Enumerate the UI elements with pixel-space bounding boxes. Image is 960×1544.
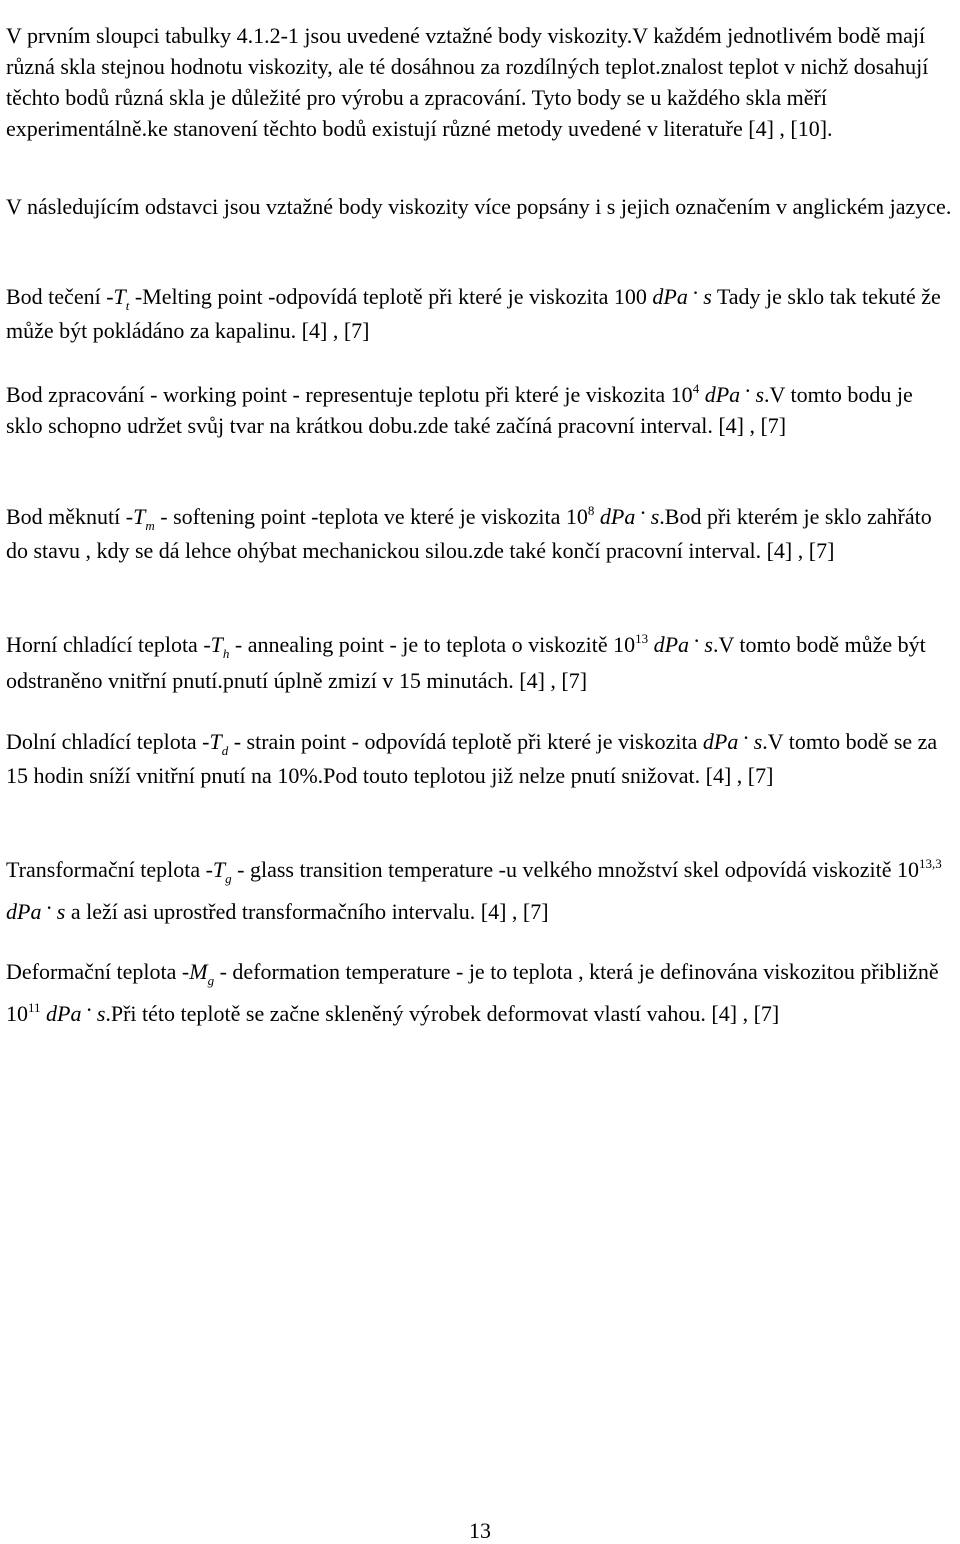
viscosity-unit: dPa · s	[6, 895, 66, 924]
symbol-td: $T_d$	[209, 729, 229, 758]
paragraph-softening-point	[6, 500, 954, 568]
text-before: Dolní chladící teplota -	[6, 729, 210, 754]
text-after: a leží asi uprostřed transformačního intervalu. [4] , [7]	[65, 899, 549, 924]
text-before: Deformační teplota -	[6, 959, 190, 984]
viscosity-unit: dPa · s	[652, 280, 712, 309]
text-before: Bod tečení -	[6, 284, 114, 309]
symbol-th: $T_h$	[210, 632, 230, 661]
text-before: Bod zpracování - working point - representuje teplotu při které je viskozita $10^4$	[6, 381, 700, 407]
text-middle: - deformation temperature - je to teplota , která je definována viskozitou přibližně $10^{11}$	[6, 959, 939, 1026]
paragraph-deformation-temperature	[6, 951, 954, 1035]
text-before: Horní chladící teplota -	[6, 632, 211, 657]
text-middle: - annealing point - je to teplota o viskozitě $10^{13}$	[229, 631, 649, 657]
paragraph-annealing-point	[6, 627, 954, 699]
text-after: .V tomto bodu je sklo schopno udržet svůj tvar na krátkou dobu.zde také začíná pracovní interval. [4] , [7]	[6, 382, 913, 438]
text-before: Transformační teplota -	[6, 857, 213, 882]
text-middle: -Melting point -odpovídá teplotě při které je viskozita 100	[129, 284, 647, 309]
viscosity-unit: dPa · s	[46, 997, 106, 1026]
paragraph-working-point	[6, 379, 954, 441]
viscosity-unit: dPa · s	[704, 378, 765, 407]
paragraph-overview: V následujícím odstavci jsou vztažné body viskozity více popsány i s jejich označením v anglickém jazyce.	[6, 194, 952, 219]
paragraph-intro: V prvním sloupci tabulky 4.1.2-1 jsou uvedené vztažné body viskozity.V každém jednotlivém bodě mají různá skla stejnou hodnotu viskozity, ale té dosáhnou za rozdílných teplot.znalost teplot v nichž dosahují těchto bodů různá skla je důležité pro výrobu a zpracování. Tyto body se u každého skla měří experimentálně.ke stanovení těchto bodů existují různé metody uvedené v literatuře [4] , [10].	[6, 23, 929, 141]
text-after: .V tomto bodě může být odstraněno vnitřní pnutí.pnutí úplně zmizí v 15 minutách. [4] , [7]	[6, 632, 926, 693]
text-middle: - softening point -teplota ve které je viskozita $10^8$	[154, 503, 595, 529]
text-middle: - strain point - odpovídá teplotě při které je viskozita	[228, 729, 703, 754]
page-number: 13	[469, 1518, 491, 1543]
symbol-tt: $T_t$	[113, 284, 130, 313]
text-after: Tady je sklo tak tekuté že může být pokládáno za kapalinu. [4] , [7]	[6, 284, 941, 343]
symbol-mg: $M_g$	[189, 959, 215, 988]
text-middle: - glass transition temperature -u velkého množství skel odpovídá viskozitě 10$^{13,3}$	[231, 856, 942, 882]
symbol-tg: $T_g$	[212, 857, 232, 886]
viscosity-unit: dPa · s	[653, 628, 713, 657]
paragraph-melting-point	[6, 280, 954, 348]
text-after: .V tomto bodě se za 15 hodin sníží vnitřní pnutí na 10%.Pod touto teplotou již nelze pnutí snižovat. [4] , [7]	[6, 729, 938, 788]
text-before: Bod měknutí -	[6, 504, 134, 529]
text-after: .Bod při kterém je sklo zahřáto do stavu , kdy se dá lehce ohýbat mechanickou silou.zde také končí pracovní interval. [4] , [7]	[6, 504, 932, 563]
paragraph-glass-transition	[6, 849, 954, 933]
paragraph-strain-point	[6, 725, 954, 793]
viscosity-unit: dPa · s	[599, 500, 660, 529]
text-after: .Při této teplotě se začne skleněný výrobek deformovat vlastí vahou. [4] , [7]	[105, 1001, 780, 1026]
viscosity-unit: dPa · s	[702, 725, 763, 754]
symbol-tm: $T_m$	[133, 504, 155, 533]
